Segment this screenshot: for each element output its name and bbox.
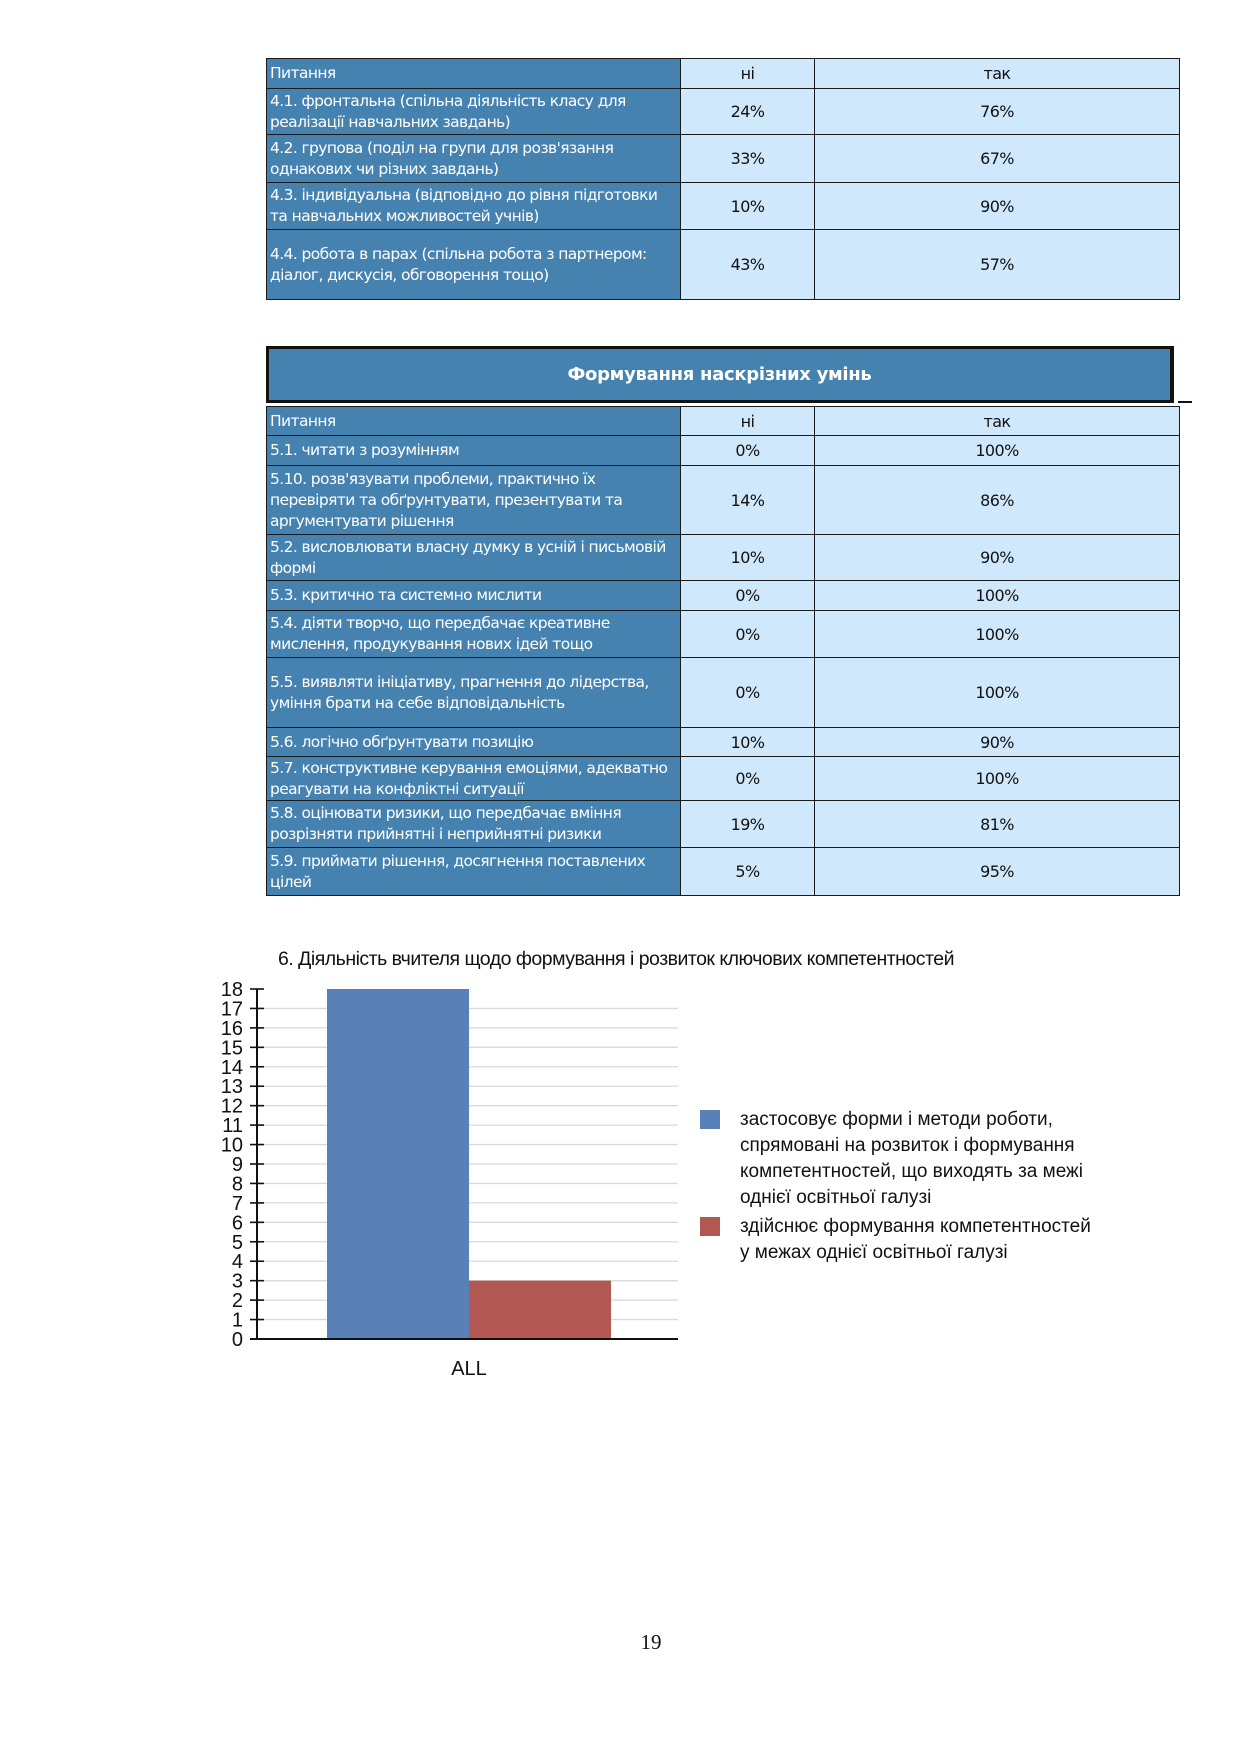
bar-blue: [327, 989, 469, 1339]
bar-red: [469, 1281, 611, 1339]
row-question: 4.2. групова (поділ на групи для розв'язання однакових чи різних завдань): [267, 135, 681, 183]
row-yes-value: 86%: [815, 466, 1180, 535]
legend-label: застосовує форми і методи роботи, спрямовані на розвиток і формування компетентностей, що виходять за межі однієї освітньої галузі: [740, 1109, 1083, 1208]
row-yes-value: 90%: [815, 183, 1180, 230]
legend-item-series-2: [700, 1214, 1140, 1266]
chart-title: 6. Діяльність вчителя щодо формування і розвиток ключових компетентностей: [278, 948, 954, 970]
y-tick-label: 7: [231, 1192, 243, 1215]
row-no-value: 0%: [681, 658, 815, 728]
row-no-value: 0%: [681, 581, 815, 611]
row-no-value: 10%: [681, 535, 815, 581]
y-tick-label: 17: [220, 998, 243, 1021]
y-tick-label: 3: [231, 1270, 243, 1293]
row-yes-value: 100%: [815, 757, 1180, 801]
y-tick-label: 9: [231, 1154, 243, 1176]
row-yes-value: 100%: [815, 658, 1180, 728]
y-tick-label: 5: [231, 1231, 243, 1254]
header-yes: так: [815, 407, 1180, 436]
row-no-value: 14%: [681, 466, 815, 535]
row-question: 4.1. фронтальна (спільна діяльність класу для реалізації навчальних завдань): [267, 89, 681, 135]
row-no-value: 24%: [681, 89, 815, 135]
row-no-value: 19%: [681, 801, 815, 848]
y-tick-label: 18: [220, 979, 243, 1001]
y-tick-label: 6: [231, 1212, 243, 1235]
y-tick-label: 0: [231, 1329, 243, 1351]
row-question: 5.8. оцінювати ризики, що передбачає вміння розрізняти прийнятні і неприйнятні ризики: [267, 801, 681, 848]
row-no-value: 33%: [681, 135, 815, 183]
row-question: 5.7. конструктивне керування емоціями, адекватно реагувати на конфліктні ситуації: [267, 757, 681, 801]
row-yes-value: 76%: [815, 89, 1180, 135]
header-yes: так: [815, 59, 1180, 89]
row-question: 5.2. висловлювати власну думку в усній і письмовій формі: [267, 535, 681, 581]
page-number: 19: [640, 1630, 662, 1654]
y-tick-label: 4: [231, 1251, 243, 1274]
row-yes-value: 100%: [815, 436, 1180, 466]
row-no-value: 10%: [681, 183, 815, 230]
header-no: ні: [681, 407, 815, 436]
legend-item-series-1: [700, 1107, 1140, 1211]
row-yes-value: 57%: [815, 230, 1180, 300]
row-yes-value: 90%: [815, 728, 1180, 757]
y-tick-label: 14: [220, 1056, 243, 1079]
row-yes-value: 81%: [815, 801, 1180, 848]
row-question: 5.4. діяти творчо, що передбачає креативне мислення, продукування нових ідей тощо: [267, 611, 681, 658]
row-question: 5.5. виявляти ініціативу, прагнення до лідерства, уміння брати на себе відповідальність: [267, 658, 681, 728]
y-tick-label: 12: [220, 1095, 243, 1118]
legend-swatch-blue: [700, 1110, 720, 1129]
row-no-value: 0%: [681, 611, 815, 658]
row-no-value: 10%: [681, 728, 815, 757]
legend-swatch-red: [700, 1217, 720, 1236]
row-yes-value: 67%: [815, 135, 1180, 183]
y-tick-label: 1: [231, 1309, 243, 1332]
header-question: Питання: [267, 407, 681, 436]
legend-label: здійснює формування компетентностей у межах однієї освітньої галузі: [740, 1216, 1091, 1263]
row-question: 4.4. робота в парах (спільна робота з партнером: діалог, дискусія, обговорення тощо): [267, 230, 681, 300]
y-tick-label: 16: [220, 1017, 243, 1040]
row-yes-value: 90%: [815, 535, 1180, 581]
row-question: 5.6. логічно обґрунтувати позицію: [267, 728, 681, 757]
row-question: 5.9. приймати рішення, досягнення поставлених цілей: [267, 848, 681, 896]
y-tick-label: 8: [231, 1173, 243, 1196]
x-tick-label: ALL: [451, 1358, 487, 1380]
row-yes-value: 100%: [815, 581, 1180, 611]
y-tick-label: 2: [231, 1290, 243, 1313]
row-no-value: 0%: [681, 436, 815, 466]
row-no-value: 0%: [681, 757, 815, 801]
cross-skills-title: Формування наскрізних умінь: [266, 346, 1174, 403]
row-yes-value: 100%: [815, 611, 1180, 658]
row-question: 4.3. індивідуальна (відповідно до рівня підготовки та навчальних можливостей учнів): [267, 183, 681, 230]
y-tick-label: 11: [222, 1115, 243, 1138]
header-question: Питання: [267, 59, 681, 89]
row-question: 5.10. розв'язувати проблеми, практично їх перевіряти та обґрунтувати, презентувати та аргументувати рішення: [267, 466, 681, 535]
chart-legend: [700, 1107, 1140, 1269]
y-tick-label: 15: [220, 1037, 243, 1060]
header-no: ні: [681, 59, 815, 89]
row-yes-value: 95%: [815, 848, 1180, 896]
y-tick-label: 10: [220, 1134, 243, 1157]
row-no-value: 5%: [681, 848, 815, 896]
y-tick-label: 13: [220, 1076, 243, 1099]
row-question: 5.3. критично та системно мислити: [267, 581, 681, 611]
row-no-value: 43%: [681, 230, 815, 300]
row-question: 5.1. читати з розумінням: [267, 436, 681, 466]
